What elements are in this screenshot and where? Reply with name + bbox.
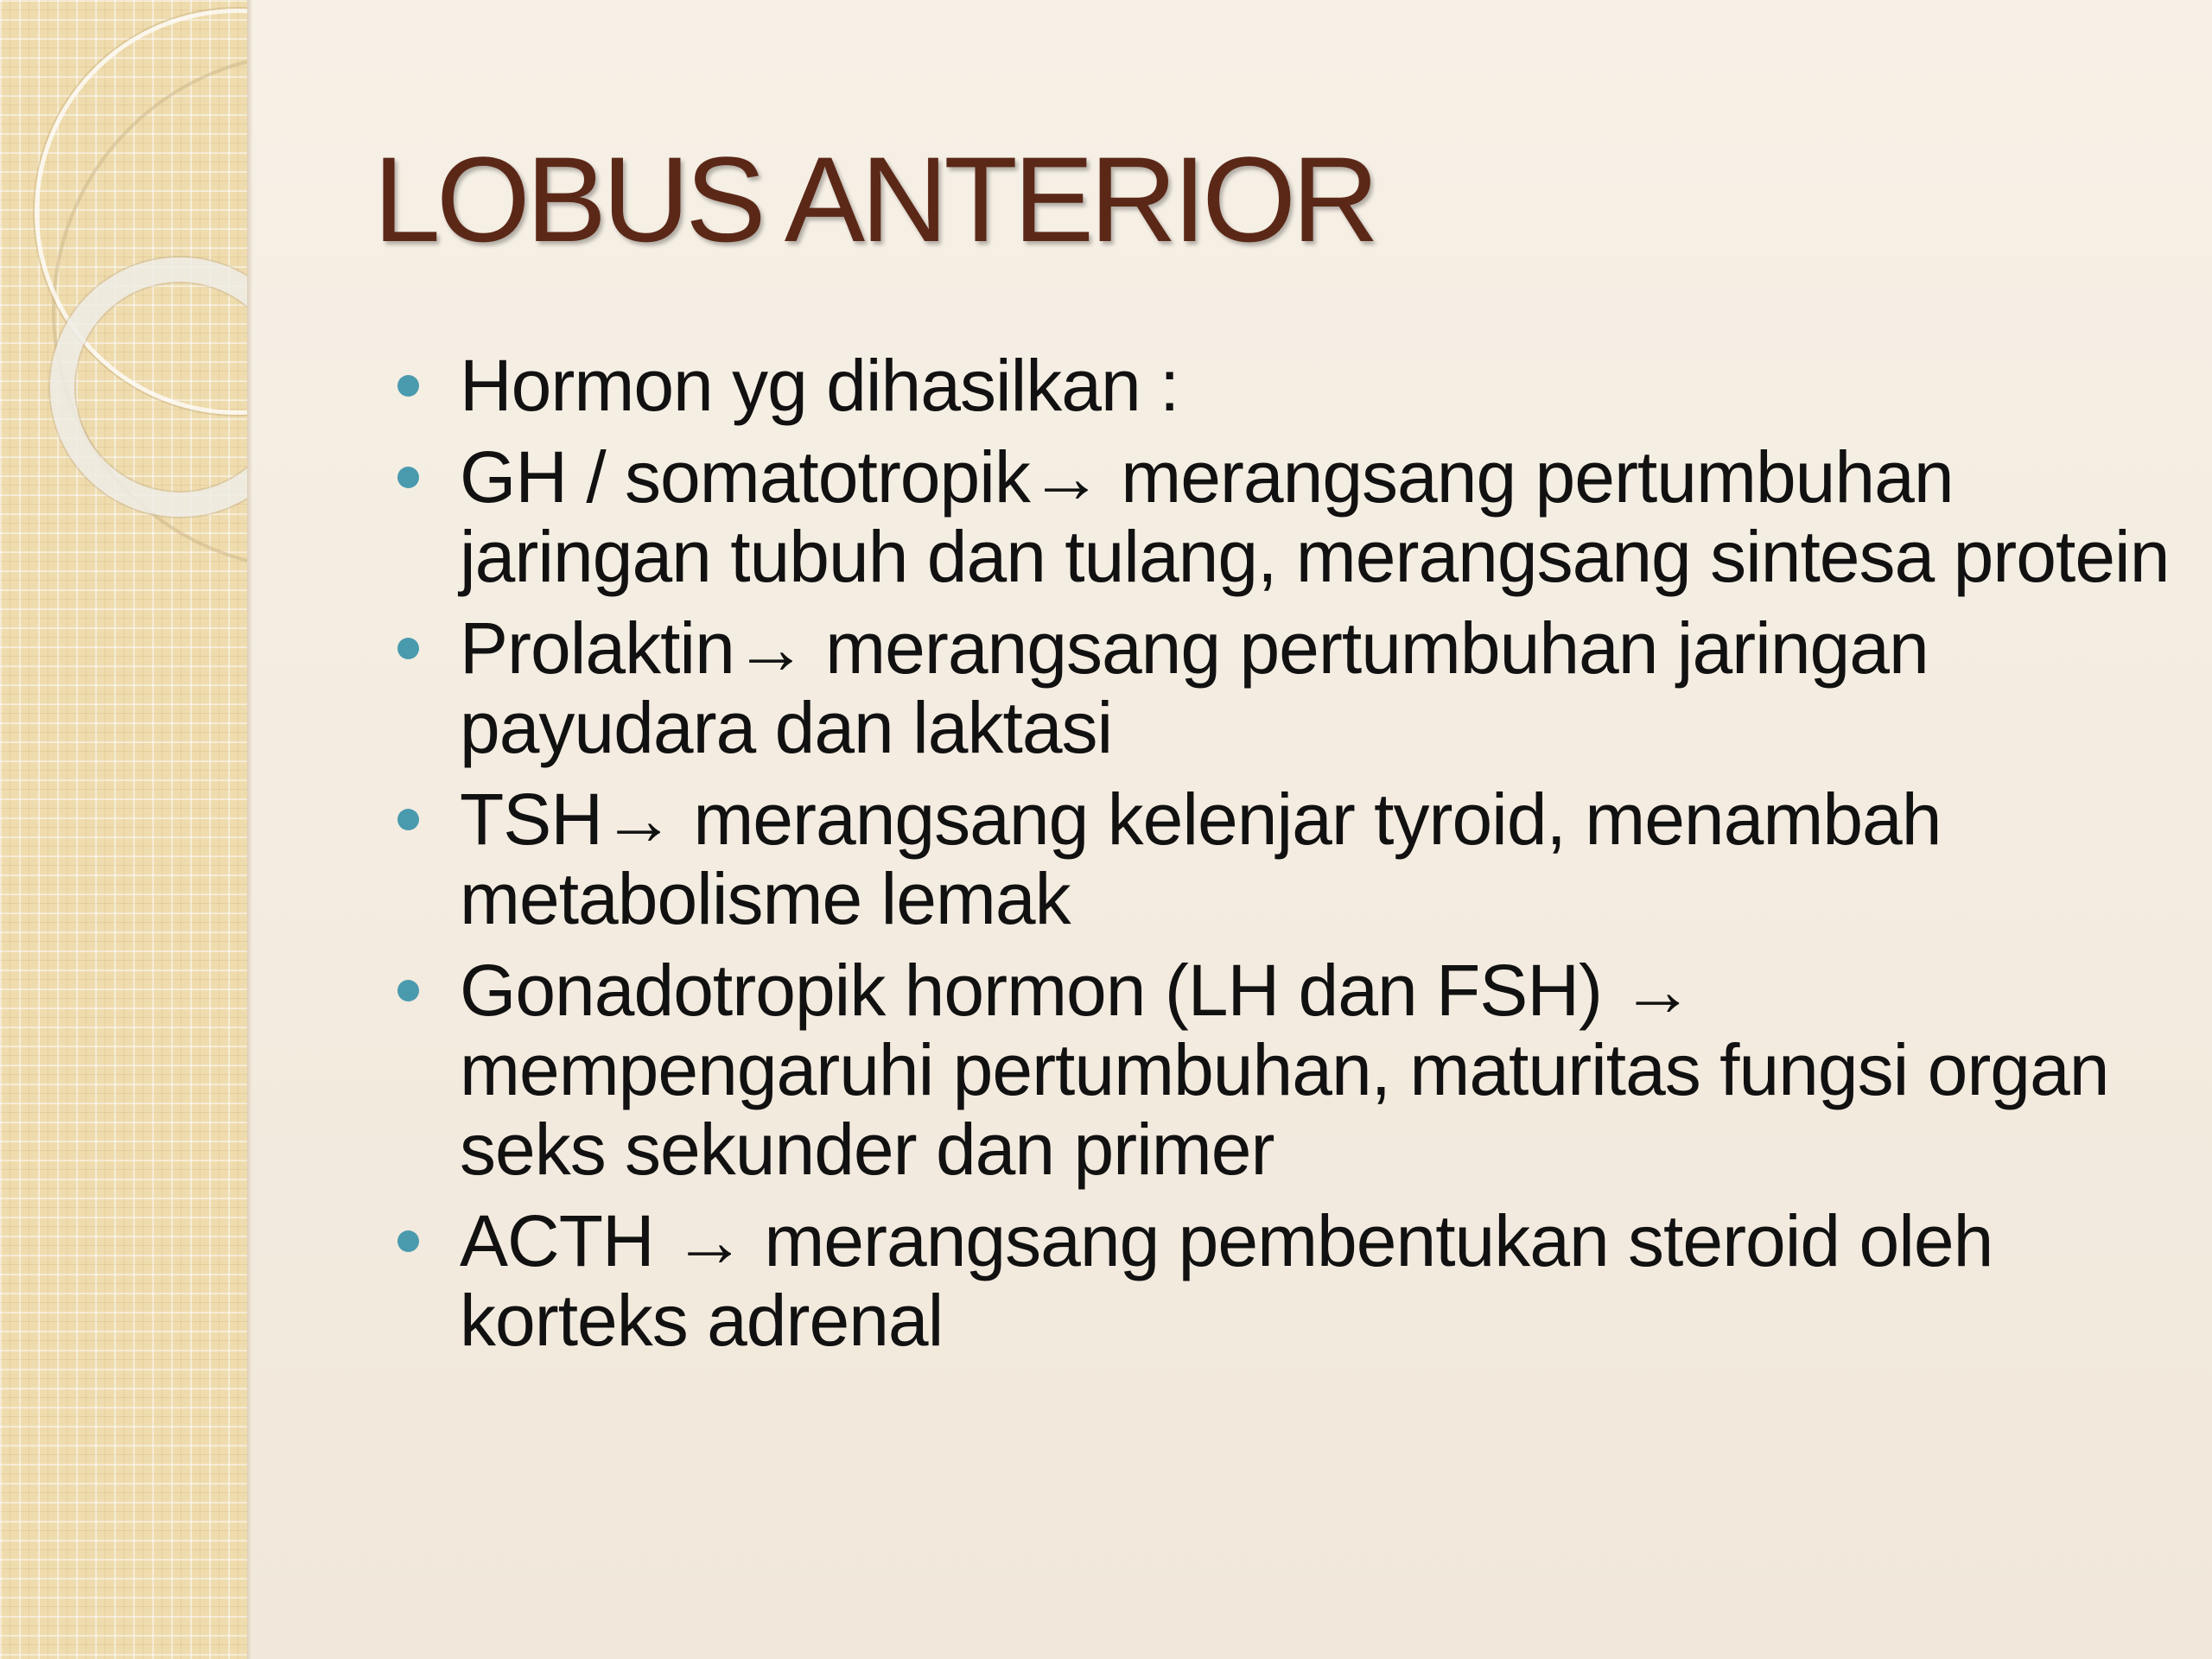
bullet-list [397, 346, 2177, 1372]
bullet-dot-icon [397, 467, 419, 488]
bullet-dot-icon [397, 375, 419, 397]
bullet-dot-icon [397, 1230, 419, 1252]
bullet-dot-icon [397, 638, 419, 659]
bullet-dot-icon [397, 809, 419, 830]
bullet-item-gh [397, 437, 2177, 596]
bullet-text: Gonadotropik hormon (LH dan FSH) → mempengaruhi pertumbuhan, maturitas fungsi organ seks sekunder dan primer [460, 950, 2109, 1190]
bullet-item-hormones [397, 346, 2177, 425]
slide-title: LOBUS ANTERIOR [373, 131, 1376, 267]
bullet-item-prolaktin [397, 608, 2177, 767]
bullet-item-gonadotropik [397, 950, 2177, 1189]
bullet-text: Prolaktin→ merangsang pertumbuhan jaringan payudara dan laktasi [460, 607, 1929, 768]
bullet-text: ACTH → merangsang pembentukan steroid oleh korteks adrenal [460, 1200, 1993, 1361]
bullet-text: Hormon yg dihasilkan : [460, 345, 1179, 426]
bullet-item-acth [397, 1201, 2177, 1360]
decorative-side-band [0, 0, 247, 1659]
bullet-text: TSH→ merangsang kelenjar tyroid, menambah metabolisme lemak [460, 779, 1942, 939]
bullet-dot-icon [397, 980, 419, 1001]
bullet-text: GH / somatotropik→ merangsang pertumbuhan jaringan tubuh dan tulang, merangsang sintesa protein [460, 436, 2170, 597]
bullet-item-tsh [397, 779, 2177, 938]
